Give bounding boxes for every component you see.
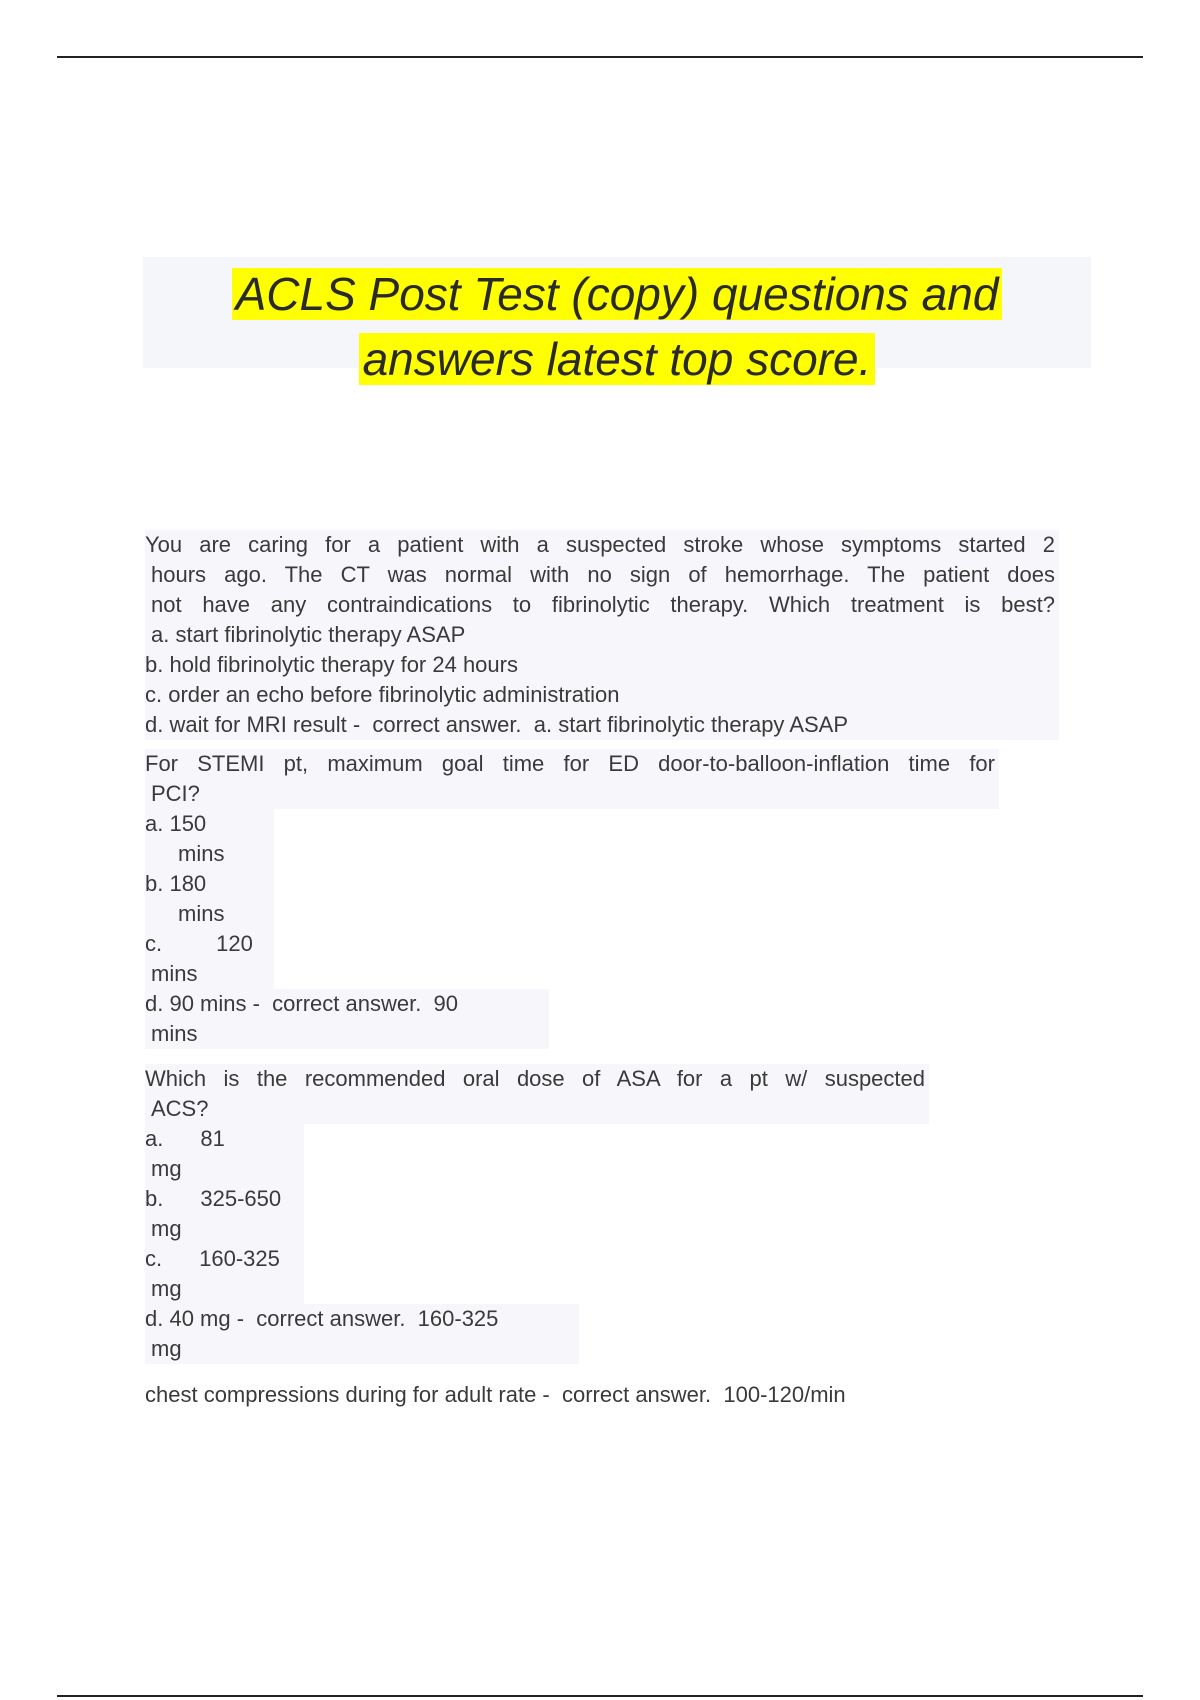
question-1-option-b: b. hold fibrinolytic therapy for 24 hours (145, 652, 518, 677)
question-2-stem-line: For STEMI pt, maximum goal time for ED door-to-balloon-inflation time for (145, 751, 995, 776)
question-2 (145, 749, 1005, 1049)
question-4 (145, 1380, 985, 1410)
question-2-stem-line: PCI? (151, 781, 200, 806)
question-1-option-c: c. order an echo before fibrinolytic administration (145, 682, 620, 707)
question-1-stem-line: not have any contraindications to fibrinolytic therapy. Which treatment is best? (151, 592, 1055, 617)
question-3-option-a-unit: mg (151, 1156, 182, 1181)
question-2-option-d-answer: d. 90 mins - correct answer. 90 (145, 991, 459, 1016)
document-title (143, 262, 1091, 392)
question-2-option-a-unit: mins (178, 841, 225, 866)
question-3-option-c-unit: mg (151, 1276, 182, 1301)
title-line-2: answers latest top score. (359, 333, 876, 385)
question-4-stem-answer: chest compressions during for adult rate - correct answer. 100-120/min (145, 1382, 846, 1407)
question-3-option-a: a. 81 (145, 1126, 225, 1151)
question-2-answer-unit: mins (151, 1021, 198, 1046)
question-3-option-d-answer: d. 40 mg - correct answer. 160-325 (145, 1306, 499, 1331)
question-3-stem-line: ACS? (151, 1096, 209, 1121)
question-3-option-b-unit: mg (151, 1216, 182, 1241)
question-3 (145, 1064, 935, 1364)
question-2-option-c-unit: mins (151, 961, 198, 986)
question-1-stem-line: You are caring for a patient with a suspected stroke whose symptoms started 2 (145, 532, 1055, 557)
question-2-option-b: b. 180 (145, 871, 207, 896)
question-3-option-b: b. 325-650 (145, 1186, 282, 1211)
question-2-option-a: a. 150 (145, 811, 207, 836)
question-1-option-a: a. start fibrinolytic therapy ASAP (151, 622, 466, 647)
question-1-stem-line: hours ago. The CT was normal with no sign of hemorrhage. The patient does (151, 562, 1055, 587)
question-3-option-c: c. 160-325 (145, 1246, 280, 1271)
question-2-option-b-unit: mins (178, 901, 225, 926)
question-1-option-d-answer: d. wait for MRI result - correct answer. a. start fibrinolytic therapy ASAP (145, 712, 849, 737)
question-2-option-c: c. 120 (145, 931, 253, 956)
header-rule (57, 56, 1143, 58)
question-1 (145, 530, 1055, 740)
question-3-answer-unit: mg (151, 1336, 182, 1361)
footer-rule (57, 1695, 1143, 1697)
question-3-stem-line: Which is the recommended oral dose of ASA for a pt w/ suspected (145, 1066, 925, 1091)
title-line-1: ACLS Post Test (copy) questions and (232, 268, 1003, 320)
